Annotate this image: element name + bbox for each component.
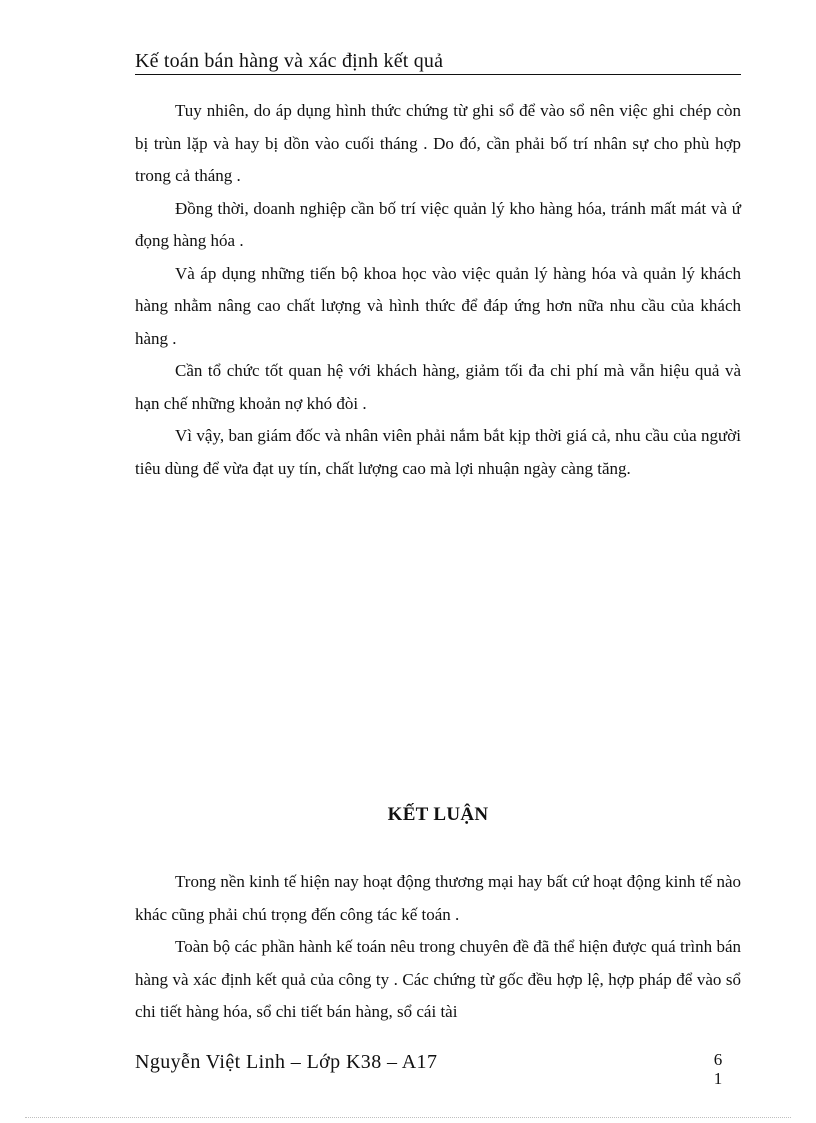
section-heading-conclusion: KẾT LUẬN xyxy=(387,804,489,825)
page-number-digit: 1 xyxy=(713,1069,723,1088)
page-bottom-border xyxy=(25,1117,791,1118)
paragraph: Toàn bộ các phần hành kế toán nêu trong chuyên đề đã thể hiện được quá trình bán hàng và xác định kết quả của công ty . Các chứng từ gốc đều hợp lệ, hợp pháp để vào sổ chi tiết hàng hóa, sổ chi tiết bán hàng, sổ cái tài xyxy=(135,937,741,1021)
page-header-title: Kế toán bán hàng và xác định kết quả xyxy=(135,50,444,72)
paragraph: Cần tổ chức tốt quan hệ với khách hàng, giảm tối đa chi phí mà vẫn hiệu quả và hạn chế những khoản nợ khó đòi . xyxy=(135,361,741,413)
paragraph: Trong nền kinh tế hiện nay hoạt động thương mại hay bất cứ hoạt động kinh tế nào khác cũng phải chú trọng đến công tác kế toán . xyxy=(135,872,741,924)
paragraph: Tuy nhiên, do áp dụng hình thức chứng từ ghi sổ để vào sổ nên việc ghi chép còn bị trùn lặp và hay bị dồn vào cuối tháng . Do đó, cần phải bố trí nhân sự cho phù hợp trong cả tháng . xyxy=(135,101,741,185)
page-number xyxy=(708,1050,728,1088)
page-number-digit: 6 xyxy=(713,1050,723,1069)
paragraph: Và áp dụng những tiến bộ khoa học vào việc quản lý hàng hóa và quản lý khách hàng nhằm nâng cao chất lượng và hình thức để đáp ứng hơn nữa nhu cầu của khách hàng . xyxy=(135,263,741,348)
body-section-recommendations xyxy=(135,95,741,485)
paragraph: Vì vậy, ban giám đốc và nhân viên phải nắm bắt kịp thời giá cả, nhu cầu của người tiêu dùng để vừa đạt uy tín, chất lượng cao mà lợi nhuận ngày càng tăng. xyxy=(135,426,741,478)
paragraph: Đồng thời, doanh nghiệp cần bố trí việc quản lý kho hàng hóa, tránh mất mát và ứ đọng hàng hóa . xyxy=(135,198,741,250)
header-divider xyxy=(135,74,741,75)
body-section-conclusion xyxy=(135,866,741,1029)
footer-author: Nguyễn Việt Linh – Lớp K38 – A17 xyxy=(135,1051,438,1073)
